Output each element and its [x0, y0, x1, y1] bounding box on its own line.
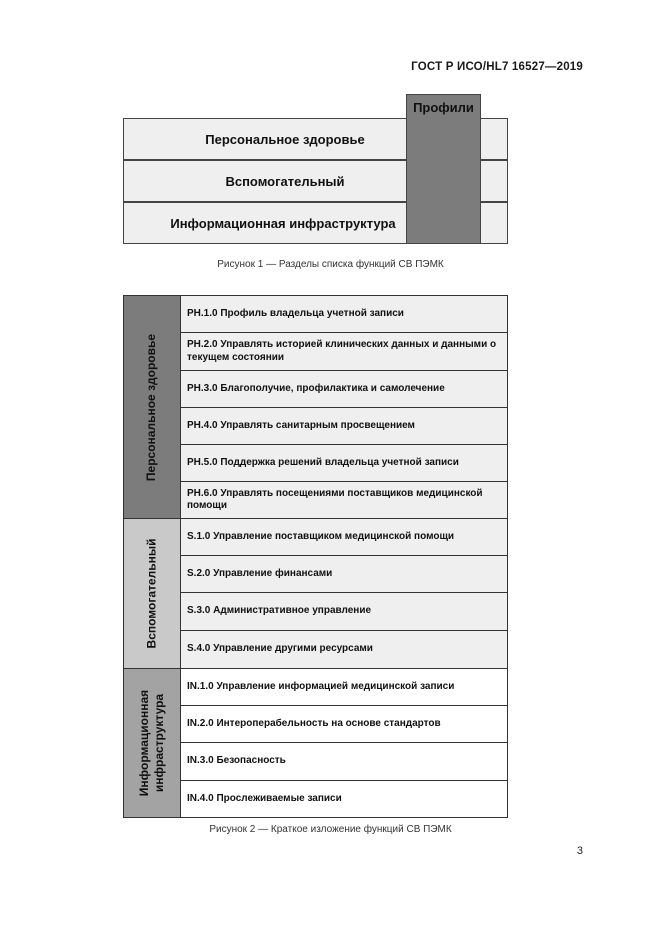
- section-label: Персональное здоровье: [144, 333, 159, 481]
- section-infrastructure: [124, 669, 507, 817]
- function-item: PH.5.0 Поддержка решений владельца учетной записи: [181, 445, 507, 482]
- profile-row-infrastructure: [123, 202, 406, 244]
- function-item: IN.1.0 Управление информацией медицинской записи: [181, 669, 507, 706]
- function-item: IN.2.0 Интероперабельность на основе стандартов: [181, 706, 507, 743]
- section-label: [137, 690, 167, 796]
- figure-2-functions-table: [123, 295, 508, 818]
- profile-row-tail: [481, 202, 508, 244]
- figure-1-caption: Рисунок 1 — Разделы списка функций СВ ПЭМК: [217, 259, 444, 270]
- section-label-cell: [124, 519, 181, 668]
- function-item: PH.2.0 Управлять историей клинических данных и данными о текущем состоянии: [181, 333, 507, 371]
- function-item: IN.4.0 Прослеживаемые записи: [181, 781, 507, 817]
- section-label-line: инфраструктура: [152, 693, 166, 793]
- section-personal-health: [124, 296, 507, 519]
- profiles-column: [406, 94, 481, 244]
- section-label-cell: [124, 296, 181, 518]
- profile-row-tail: [481, 118, 508, 160]
- function-item: IN.3.0 Безопасность: [181, 743, 507, 781]
- function-item: PH.6.0 Управлять посещениями поставщиков медицинской помощи: [181, 482, 507, 518]
- profiles-label: Профили: [413, 99, 474, 115]
- function-item: S.3.0 Административное управление: [181, 593, 507, 631]
- profile-row-supportive: [123, 160, 406, 202]
- profile-row-label: Информационная инфраструктура: [170, 215, 396, 231]
- profile-row-label: Вспомогательный: [225, 173, 345, 189]
- figure-1-profiles-diagram: [123, 94, 508, 244]
- profile-row-tail: [481, 160, 508, 202]
- function-item: S.2.0 Управление финансами: [181, 556, 507, 593]
- figure-2-caption: Рисунок 2 — Краткое изложение функций СВ ПЭМК: [209, 824, 452, 835]
- function-item: S.1.0 Управление поставщиком медицинской помощи: [181, 519, 507, 556]
- section-label-cell: [124, 669, 181, 817]
- function-item: PH.4.0 Управлять санитарным просвещением: [181, 408, 507, 445]
- section-label: Вспомогательный: [144, 538, 159, 649]
- document-standard-header: ГОСТ Р ИСО/HL7 16527—2019: [411, 61, 583, 73]
- profile-row-label: Персональное здоровье: [205, 131, 365, 147]
- function-item: S.4.0 Управление другими ресурсами: [181, 631, 507, 668]
- page-number: 3: [576, 845, 583, 857]
- section-label-line: Информационная: [137, 689, 151, 797]
- function-item: PH.1.0 Профиль владельца учетной записи: [181, 296, 507, 333]
- profile-row-personal-health: [123, 118, 406, 160]
- function-item: PH.3.0 Благополучие, профилактика и самолечение: [181, 371, 507, 408]
- section-supportive: [124, 519, 507, 669]
